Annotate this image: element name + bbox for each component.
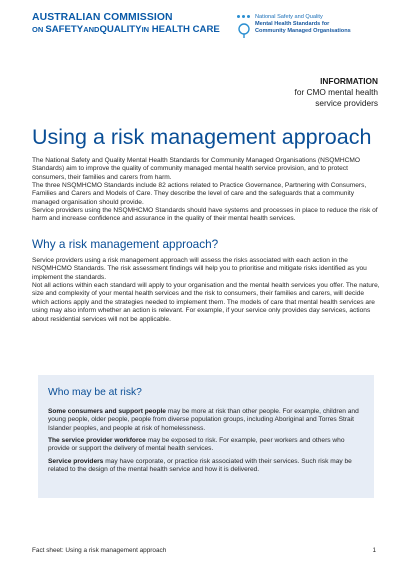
standards-symbol-icon xyxy=(237,22,251,38)
info-audience-line2: service providers xyxy=(315,97,378,108)
why-paragraph-1: Service providers using a risk management approach will assess the risks associated with each action in the NSQMHCMO Standards. The risk assessment findings will help you to prioritise and mitigate risks identified as you implement the standards. xyxy=(32,257,367,281)
standards-logo-line2: Mental Health Standards for xyxy=(255,21,330,27)
intro-paragraph-1: The National Safety and Quality Mental Health Standards for Community Managed Organisations (NSQMHCMO Standards) aim to improve the quality of community managed mental health service provision, and to protect consumers, their families and carers from harm. xyxy=(32,157,361,181)
commission-logo-line1: AUSTRALIAN COMMISSION xyxy=(32,12,173,23)
risk-paragraph-1: Some consumers and support people may be more at risk than other people. For example, children and young people, older people, people from diverse population groups, including Aboriginal and Torres Strait Islander peoples, and people at risk of homelessness. xyxy=(48,408,359,432)
why-paragraph-2: Not all actions within each standard will apply to your organisation and the mental health services you offer. The nature, size and complexity of your mental health services and the risk to consumers, their families and carers, will decide which actions apply and the strategies needed to implement them. The models of care that mental health services are using may also inform whether an action is relevant. For example, if your service only provides day services, actions about residential services will not be applicable. xyxy=(32,282,380,323)
commission-logo-line2: ON SAFETYANDQUALITYIN HEALTH CARE xyxy=(32,24,220,35)
standards-logo-line1: National Safety and Quality xyxy=(255,14,323,20)
section-heading-why: Why a risk management approach? xyxy=(32,237,219,251)
standards-logo-line3: Community Managed Organisations xyxy=(255,28,351,34)
info-heading: INFORMATION xyxy=(320,76,378,86)
intro-paragraph-2: The three NSQMHCMO Standards include 82 actions related to Practice Governance, Partnering with Consumers, Families and Carers and Models of Care. They describe the level of care and the safeguards that a community managed organisation should provide. xyxy=(32,182,367,206)
standards-logo xyxy=(237,14,397,44)
risk-callout-box xyxy=(38,375,374,498)
info-block xyxy=(218,76,378,108)
footer-label: Fact sheet: Using a risk management approach xyxy=(32,547,167,554)
page-number: 1 xyxy=(372,547,376,554)
section-heading-risk: Who may be at risk? xyxy=(48,387,142,398)
dots-icon xyxy=(237,15,251,21)
risk-paragraph-3: Service providers may have corporate, or practice risk associated with their services. Such risk may be related to the design of the mental health service and how it is delivered. xyxy=(48,458,352,474)
commission-logo xyxy=(32,12,232,36)
info-audience-line1: for CMO mental health xyxy=(294,87,378,97)
intro-paragraph-3: Service providers using the NSQMHCMO Standards should have systems and processes in place to reduce the risk of harm and increase confidence and assurance in the quality of their mental health services. xyxy=(32,207,378,223)
page-title: Using a risk management approach xyxy=(32,125,372,149)
risk-paragraph-2: The service provider workforce may be exposed to risk. For example, peer workers and others who provide or support the delivery of mental health services. xyxy=(48,437,345,453)
header xyxy=(32,12,390,52)
